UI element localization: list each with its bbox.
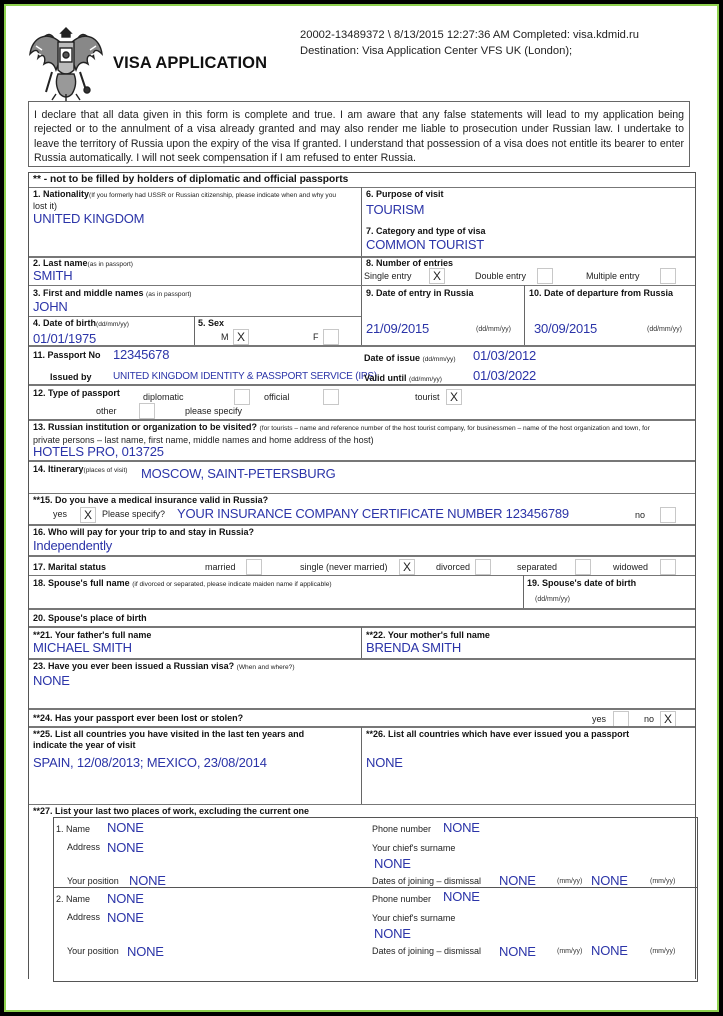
widowed-label: widowed — [613, 562, 649, 572]
purpose-of-visit-value[interactable]: TOURISM — [366, 202, 425, 217]
entry-date-value[interactable]: 21/09/2015 — [366, 321, 430, 336]
issued-by-label: Issued by — [50, 372, 92, 382]
single-checkbox[interactable]: X — [399, 559, 415, 575]
married-label: married — [205, 562, 236, 572]
departure-date-label: 10. Date of departure from Russia — [529, 288, 674, 298]
divider — [29, 804, 695, 805]
passport-no-value[interactable]: 12345678 — [113, 347, 170, 362]
divider — [524, 285, 525, 345]
application-meta-id: 20002-13489372 \ 8/13/2015 12:27:36 AM Completed: visa.kdmid.ru — [300, 29, 639, 41]
russian-coat-of-arms-icon — [26, 20, 106, 102]
divider — [29, 524, 695, 526]
divider — [29, 285, 695, 286]
passport-countries-label: **26. List all countries which have ever issued you a passport — [366, 729, 630, 739]
divorced-label: divorced — [436, 562, 471, 572]
job-2-position-label: Your position — [67, 946, 119, 956]
sex-male-checkbox[interactable]: X — [233, 329, 249, 345]
married-checkbox[interactable] — [246, 559, 262, 575]
mother-name-value[interactable]: BRENDA SMITH — [366, 640, 462, 655]
job-1-chief-value[interactable]: NONE — [374, 856, 411, 871]
double-entry-checkbox[interactable] — [537, 268, 553, 284]
spouse-name-label: 18. Spouse's full name (if divorced or separated, please indicate maiden name if applicable) — [33, 578, 332, 588]
job-2-box — [53, 887, 698, 982]
divider — [29, 316, 361, 317]
divider — [29, 608, 695, 610]
departure-date-value[interactable]: 30/09/2015 — [534, 321, 598, 336]
separated-checkbox[interactable] — [575, 559, 591, 575]
father-name-label: **21. Your father's full name — [33, 630, 152, 640]
divider — [29, 726, 695, 728]
last-name-label: 2. Last name(as in passport) — [33, 258, 133, 268]
single-entry-checkbox[interactable]: X — [429, 268, 445, 284]
divider — [29, 555, 695, 557]
lost-passport-yes-label: yes — [592, 714, 607, 724]
lost-passport-no-label: no — [644, 714, 655, 724]
itinerary-label: 14. Itinerary(places of visit) — [33, 464, 128, 474]
visa-form — [28, 172, 696, 979]
spouse-birth-date-label: 19. Spouse's date of birth — [527, 578, 637, 588]
birth-date-label: 4. Date of birth(dd/mm/yy) — [33, 318, 129, 328]
entry-date-format: (dd/mm/yy) — [476, 326, 511, 333]
job-1-phone-label: Phone number — [372, 824, 432, 834]
issued-by-value[interactable]: UNITED KINGDOM IDENTITY & PASSPORT SERVICE (IPS) — [113, 371, 377, 382]
issue-date-value[interactable]: 01/03/2012 — [473, 348, 537, 363]
first-names-value[interactable]: JOHN — [33, 299, 68, 314]
job-1-joined-format: (mm/yy) — [557, 878, 583, 885]
purpose-of-visit-label: 6. Purpose of visit — [366, 189, 444, 199]
divider — [361, 257, 362, 345]
insurance-yes-checkbox[interactable]: X — [80, 507, 96, 523]
tourist-checkbox[interactable]: X — [446, 389, 462, 405]
passport-countries-value[interactable]: NONE — [366, 755, 403, 770]
departure-date-format: (dd/mm/yy) — [647, 326, 682, 333]
divider — [29, 187, 695, 188]
diplomatic-label: diplomatic — [143, 392, 184, 402]
visited-countries-label-2: indicate the year of visit — [33, 740, 136, 750]
job-1-name-label: 1. Name — [56, 824, 91, 834]
work-history-label: **27. List your last two places of work, excluding the current one — [33, 806, 310, 816]
job-2-dismissed-format: (mm/yy) — [650, 948, 676, 955]
multiple-entry-checkbox[interactable] — [660, 268, 676, 284]
job-2-address-value[interactable]: NONE — [107, 910, 144, 925]
divider — [361, 627, 362, 658]
nationality-label: 1. Nationality(If you formerly had USSR or Russian citizenship, please indicate when and why you — [33, 189, 337, 199]
job-1-address-value[interactable]: NONE — [107, 840, 144, 855]
itinerary-value[interactable]: MOSCOW, SAINT-PETERSBURG — [141, 466, 336, 481]
insurance-no-checkbox[interactable] — [660, 507, 676, 523]
entry-date-label: 9. Date of entry in Russia — [366, 288, 474, 298]
job-1-phone-value[interactable]: NONE — [443, 820, 480, 835]
other-checkbox[interactable] — [139, 403, 155, 419]
job-2-phone-label: Phone number — [372, 894, 432, 904]
divider — [523, 575, 524, 608]
previous-visa-label: 23. Have you ever been issued a Russian visa? (When and where?) — [33, 661, 295, 671]
divider — [29, 626, 695, 628]
payer-label: 16. Who will pay for your trip to and stay in Russia? — [33, 527, 255, 537]
divider — [361, 727, 362, 804]
lost-passport-yes-checkbox[interactable] — [613, 711, 629, 727]
job-1-dismissed-value[interactable]: NONE — [591, 873, 628, 888]
valid-until-value[interactable]: 01/03/2022 — [473, 368, 537, 383]
declaration-text: I declare that all data given in this form is complete and true. I am aware that any false statements will lead to my application being rejected or to the annulment of a visa already granted and may also render me liable to prosecution under Russian law. I undertake to leave the territory of Russia upon the expiry of the visa If granted. I understand that possession of a visa does not entitle its bearer to enter Russia automatically. I will not seek compensation if I am refused to enter Russia. — [28, 101, 690, 167]
visa-category-value[interactable]: COMMON TOURIST — [366, 237, 485, 252]
lost-passport-no-checkbox[interactable]: X — [660, 711, 676, 727]
job-1-joined-value[interactable]: NONE — [499, 873, 536, 888]
job-2-dismissed-value[interactable]: NONE — [591, 943, 628, 958]
divorced-checkbox[interactable] — [475, 559, 491, 575]
job-2-name-label: 2. Name — [56, 894, 91, 904]
mother-name-label: **22. Your mother's full name — [366, 630, 490, 640]
sex-female-checkbox[interactable] — [323, 329, 339, 345]
divider — [194, 316, 195, 345]
passport-type-label: 12. Type of passport — [33, 388, 120, 398]
divider — [29, 708, 695, 710]
job-2-chief-label: Your chief's surname — [372, 913, 456, 923]
divider — [29, 419, 695, 421]
tourist-label: tourist — [415, 392, 440, 402]
application-destination: Destination: Visa Application Center VFS UK (London); — [300, 45, 573, 57]
institution-label: 13. Russian institution or organization to be visited? (for tourists – name and reference number of the host tourist company, for businessmen – name of the host organization and town, for — [33, 422, 650, 432]
job-1-position-value[interactable]: NONE — [129, 873, 166, 888]
job-1-dismissed-format: (mm/yy) — [650, 878, 676, 885]
passport-no-label: 11. Passport No — [33, 350, 101, 360]
job-1-address-label: Address — [67, 842, 101, 852]
insurance-value[interactable]: YOUR INSURANCE COMPANY CERTIFICATE NUMBER 123456789 — [177, 506, 569, 521]
double-entry-label: Double entry — [475, 271, 527, 281]
job-2-joined-format: (mm/yy) — [557, 948, 583, 955]
single-label: single (never married) — [300, 562, 388, 572]
divider — [29, 575, 695, 576]
job-2-name-value[interactable]: NONE — [107, 891, 144, 906]
job-1-position-label: Your position — [67, 876, 119, 886]
divider — [29, 460, 695, 462]
insurance-yes-label: yes — [53, 509, 68, 519]
sex-male-label: M — [221, 332, 229, 342]
nationality-value[interactable]: UNITED KINGDOM — [33, 211, 145, 226]
divider — [361, 187, 362, 257]
last-name-value[interactable]: SMITH — [33, 268, 73, 283]
job-2-position-value[interactable]: NONE — [127, 944, 164, 959]
lost-passport-label: **24. Has your passport ever been lost or stolen? — [33, 713, 244, 723]
first-names-label: 3. First and middle names (as in passport) — [33, 288, 192, 298]
divider — [29, 493, 695, 494]
nationality-hint: lost it) — [33, 201, 58, 211]
spouse-birthplace-label: 20. Spouse's place of birth — [33, 613, 147, 623]
job-1-chief-label: Your chief's surname — [372, 843, 456, 853]
sex-female-label: F — [313, 332, 319, 342]
job-2-address-label: Address — [67, 912, 101, 922]
valid-until-label: Valid until (dd/mm/yy) — [364, 373, 442, 383]
issue-date-label: Date of issue (dd/mm/yy) — [364, 353, 456, 363]
please-specify-label: please specify — [185, 406, 243, 416]
birth-date-value[interactable]: 01/01/1975 — [33, 331, 97, 346]
single-entry-label: Single entry — [364, 271, 412, 281]
number-of-entries-label: 8. Number of entries — [366, 258, 454, 268]
job-2-phone-value[interactable]: NONE — [443, 889, 480, 904]
visited-countries-value[interactable]: SPAIN, 12/08/2013; MEXICO, 23/08/2014 — [33, 755, 267, 770]
diplomatic-note: ** - not to be filled by holders of diplomatic and official passports — [33, 174, 349, 185]
visited-countries-label: **25. List all countries you have visited in the last ten years and — [33, 729, 305, 739]
job-2-joined-value[interactable]: NONE — [499, 944, 536, 959]
diplomatic-checkbox[interactable] — [234, 389, 250, 405]
widowed-checkbox[interactable] — [660, 559, 676, 575]
previous-visa-value[interactable]: NONE — [33, 673, 70, 688]
job-2-dates-label: Dates of joining – dismissal — [372, 946, 482, 956]
separated-label: separated — [517, 562, 558, 572]
payer-value[interactable]: Independently — [33, 538, 113, 553]
institution-hint: private persons – last name, first name, middle names and home address of the host) — [33, 435, 374, 445]
divider — [29, 658, 695, 660]
insurance-label: **15. Do you have a medical insurance valid in Russia? — [33, 495, 269, 505]
visa-category-label: 7. Category and type of visa — [366, 226, 486, 236]
sex-label: 5. Sex — [198, 318, 225, 328]
job-1-name-value[interactable]: NONE — [107, 820, 144, 835]
page-title: VISA APPLICATION — [113, 54, 268, 72]
institution-value[interactable]: HOTELS PRO, 013725 — [33, 444, 164, 459]
other-label: other — [96, 406, 117, 416]
insurance-no-label: no — [635, 510, 646, 520]
father-name-value[interactable]: MICHAEL SMITH — [33, 640, 132, 655]
job-1-dates-label: Dates of joining – dismissal — [372, 876, 482, 886]
official-checkbox[interactable] — [323, 389, 339, 405]
job-1-box — [53, 817, 698, 888]
spouse-birth-date-format: (dd/mm/yy) — [535, 596, 570, 603]
marital-status-label: 17. Marital status — [33, 562, 107, 572]
job-2-chief-value[interactable]: NONE — [374, 926, 411, 941]
official-label: official — [264, 392, 290, 402]
insurance-specify-label: Please specify? — [102, 509, 166, 519]
multiple-entry-label: Multiple entry — [586, 271, 640, 281]
divider — [29, 384, 695, 386]
